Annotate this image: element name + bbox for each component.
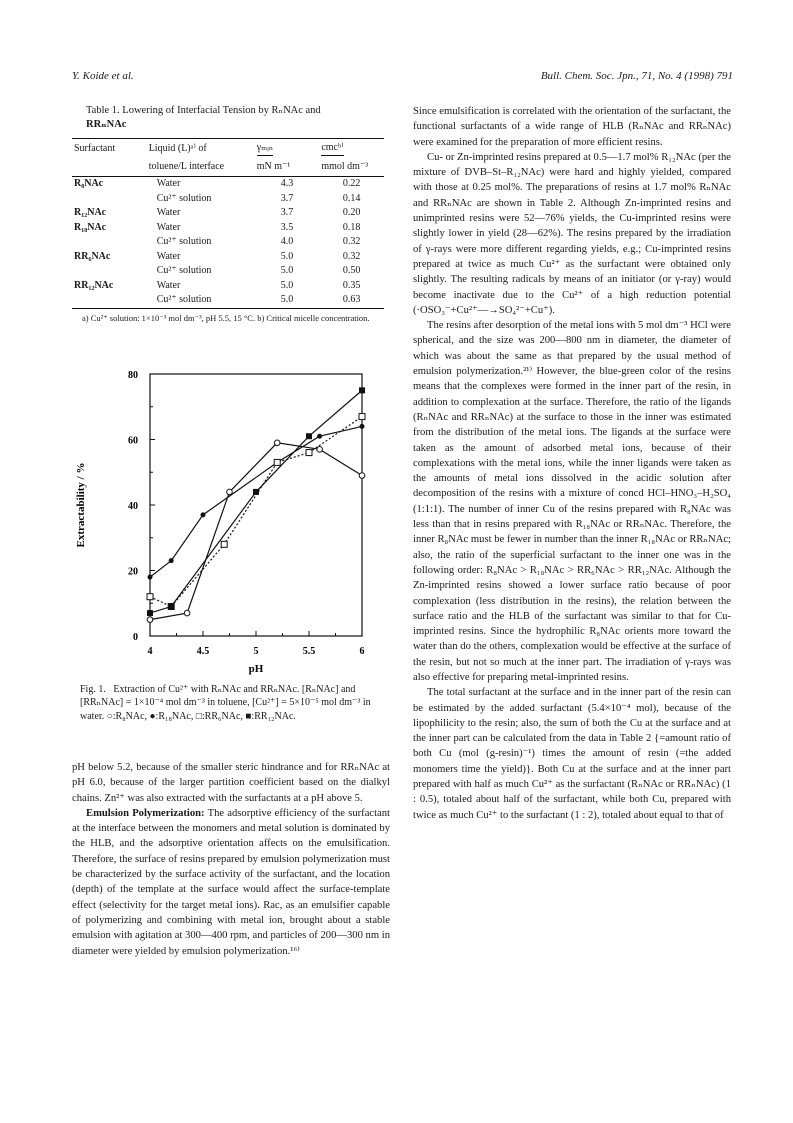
table-row: [72, 250, 384, 265]
cmc-cell: 0.35: [342, 279, 361, 291]
surfactant-cell: R₁₂NAc: [74, 207, 107, 218]
table-row: [72, 279, 384, 294]
liquid-cell: Water: [156, 207, 181, 218]
table-row: [72, 264, 384, 279]
cmc-cell: 0.32: [342, 236, 361, 247]
col-gamma-unit: mN m⁻¹: [255, 158, 320, 177]
liquid-cell: Cu²⁺ solution: [156, 265, 212, 276]
x-tick-label: 4.5: [196, 646, 210, 657]
col-gamma-label: γₘᵢₙ: [257, 141, 274, 156]
data-point: [168, 604, 174, 610]
surfactant-cell: [72, 293, 147, 308]
data-point: [274, 440, 280, 446]
y-tick-label: 80: [128, 370, 138, 381]
table-1-footnote: a) Cu²⁺ solution: 1×10⁻³ mol dm⁻³, pH 5.5, 15 °C. b) Critical micelle concentration.: [82, 312, 370, 323]
right-paragraph-4: The total surfactant at the surface and in the inner part of the resin can be estimated by the added surfactant (5.4×10⁻⁴ mol), because of the lipophilicity to the resin; also, the sum of both the Cu at the surface and at the inner part can be calculated from the data in Table 2 {=amount ratio of both Cu (mol (g-resin)⁻¹) times the amount of resin (=the added monomers time the yield)}. Both Cu at the surface and at the inner part prepared with half as much Cu²⁺ as the surfactant (RₙNAc or RRₙNAc) (1 : 0.5), totaled about half of the surfactant, while both Cu, prepared with twice as much Cu²⁺ to the surfactant (1 : 2), totaled about equal to that of: [413, 687, 731, 821]
col-gamma: [255, 139, 320, 159]
plot-frame: [150, 374, 362, 636]
table-1-caption: [72, 104, 392, 132]
running-header-journal: Bull. Chem. Soc. Jpn., 71, No. 4 (1998) 791: [540, 70, 733, 82]
data-point: [201, 512, 206, 517]
data-point: [148, 575, 153, 580]
data-point: [317, 447, 323, 453]
table-1-caption-tail: RRₙNAc: [86, 119, 127, 130]
table-1: [72, 138, 384, 309]
x-tick-label: 6: [359, 646, 365, 657]
left-column-body: [72, 760, 390, 959]
gamma-cell: 3.7: [280, 207, 294, 218]
col-liquid-sub: toluene/L interface: [147, 158, 255, 177]
liquid-cell: Cu²⁺ solution: [156, 294, 212, 305]
data-point: [147, 610, 153, 616]
data-point: [360, 424, 365, 429]
table-1-block: [72, 104, 392, 324]
data-point: [306, 450, 312, 456]
cmc-cell: 0.32: [342, 250, 361, 262]
liquid-cell: Cu²⁺ solution: [156, 236, 212, 247]
x-tick-label: 4: [147, 646, 153, 657]
x-tick-label: 5.5: [302, 646, 316, 657]
liquid-cell: Water: [156, 279, 181, 291]
gamma-cell: 5.0: [280, 250, 294, 262]
table-row: [72, 192, 384, 207]
table-row: [72, 293, 384, 308]
section-heading-emulsion: Emulsion Polymerization:: [86, 807, 205, 819]
liquid-cell: Water: [156, 250, 181, 262]
cmc-cell: 0.50: [342, 265, 361, 276]
left-paragraph-1: pH below 5.2, because of the smaller steric hindrance and for RRₙNAc at pH 6.0, because of the larger partition coefficient based on the dialkyl chains. Zn²⁺ was also extracted with the surfactants at a pH above 5.: [72, 762, 390, 804]
col-liquid: Liquid (L)ᵃ⁾ of: [148, 142, 207, 154]
left-paragraph-2: [72, 806, 390, 959]
col-surfactant: Surfactant: [74, 142, 116, 154]
right-paragraph-1: Since emulsification is correlated with the orientation of the surfactant, the functional surfactants of a wide range of HLB (RₙNAc and RRₙNAc) were examined for the preparation of more efficient resins.: [413, 106, 731, 148]
cmc-cell: 0.22: [342, 178, 361, 189]
data-point: [227, 489, 233, 495]
data-point: [317, 434, 322, 439]
y-tick-label: 20: [128, 566, 138, 578]
series-line: [150, 426, 362, 577]
liquid-cell: Cu²⁺ solution: [156, 192, 212, 204]
table-row: [72, 177, 384, 192]
gamma-cell: 3.5: [280, 221, 294, 233]
x-tick-label: 5: [253, 646, 259, 657]
liquid-cell: Water: [156, 178, 181, 189]
figure-1-label: Fig. 1.: [80, 684, 106, 695]
col-surfactant-sub: [72, 158, 147, 177]
data-point: [147, 594, 153, 600]
series-line: [150, 390, 362, 613]
surfactant-cell: [72, 235, 147, 250]
data-point: [184, 610, 190, 616]
surfactant-cell: R₁₈NAc: [74, 221, 107, 233]
cmc-cell: 0.20: [342, 207, 361, 218]
left-paragraph-2-text: The adsorptive efficiency of the surfactant at the interface between the monomers and metal solution is dominated by the HLB, and the adsorptive orientation affects on the emulsification. Therefore, the surface of resins prepared by emulsion polymerization must be characterized by the surface activity of the surfactant, and the location (depth) of the template at the surface would affect the surface-template effect (selectivity for the target metal ions). Rac, as an emulsifier capable of polymerizing and combining with metal ion, brought about a stable emulsion with agitation at 300—400 rpm, and particles of 200—300 nm in diameter were yielded by emulsion polymerization.¹⁶⁾: [72, 807, 390, 957]
gamma-cell: 4.0: [280, 236, 294, 247]
data-point: [221, 541, 227, 547]
data-point: [359, 473, 365, 479]
col-cmc-label: cmcᵇ⁾: [321, 141, 343, 156]
table-row: [72, 221, 384, 236]
y-tick-label: 0: [133, 632, 138, 643]
table-1-caption-text: Table 1. Lowering of Interfacial Tension by RₙNAc and: [86, 105, 321, 116]
col-cmc: [319, 139, 384, 159]
liquid-cell: Water: [156, 221, 181, 233]
right-column-body: [413, 104, 731, 823]
table-row: [72, 206, 384, 221]
table-1-body: [72, 177, 384, 309]
series-line: [150, 417, 362, 607]
y-axis-label: Extractability / %: [75, 462, 87, 548]
surfactant-cell: RR₁₂NAc: [74, 279, 114, 291]
data-point: [359, 387, 365, 393]
figure-1: [72, 368, 402, 675]
surfactant-cell: R₈NAc: [74, 178, 104, 189]
cmc-cell: 0.18: [342, 221, 361, 233]
right-paragraph-3: The resins after desorption of the metal ions with 5 mol dm⁻³ HCl were spherical, and the size was 200—800 nm in diameter, the diameter of which was about the same as that prepared by the usual method of emulsion polymerization.²¹⁾ However, the blue-green color of the resins means that the complexes were formed in the inner part of the resin, in addition to complexation at the surface. Therefore, the ratio of the ligands (RₙNAc and RRₙNAc) at the surface to those in the inner was estimated from the distribution of the metal ions. The ligands at the surface were taken as the amount of adsorbed metal ions, because of their complexations with the metal ions, while the inner ligands were taken as the amounts of metal ions dissolved in the acidic solution after decomposition of the resins with a mixture of concd HCl–HNO₃–H₂SO₄ (1:1:1). The number of inner Cu of the resins prepared with R₈NAc was less than that in resins prepared with R₁₈NAc or RRₙNAc. Therefore, the inner R₈NAc must be fewer in number than the inner R₁₈NAc or RRₙNAc; also, the ratio of the superficial surfactant to the inner one was in the following order: R₈NAc > R₁₈NAc > RR₆NAc > RR₁₂NAc. Although the Zn-imprinted resins showed a lower surface ratio because of poor complexation (less distribution in the resins), the relation between the surface ratio and the HLB of the surfactant was similar to that for Cu-imprinted resins. Since the hydrophilic R₈NAc orients more toward the water than do the others, complexation would be effective at the surface of the resin, but not so much at the inner part. The irradiation of γ-rays was also effective for preparing metal-imprinted resins.: [413, 320, 731, 683]
surfactant-cell: [72, 192, 147, 207]
table-row: [72, 235, 384, 250]
data-point: [147, 617, 153, 623]
gamma-cell: 5.0: [280, 294, 294, 305]
data-point: [253, 489, 259, 495]
extractability-chart: [72, 368, 402, 675]
gamma-cell: 3.7: [280, 192, 294, 204]
right-paragraph-2: Cu- or Zn-imprinted resins prepared at 0.5—1.7 mol% R₁₂NAc (per the mixture of DVB–St–R₁₂NAc) were hard and highly yielded, compared with those at 0.25 mol%. The preparations of resins at 1.7 mol% RₙNAc and RRₙNAc are shown in Table 2. Although Zn-imprinted resins and unimprinted resins were 52—76% yields, the Cu-imprinted resins were slightly lower in yield (28—62%). The resins prepared by the irradiation of γ-rays were more different regarding yields, e.g.; Cu-imprinted resins prepared at twice as much Cu²⁺ as the surfactant were obtained only slightly. The resulting radicals by means of an initiator (or γ-ray) would become inactivate due to the Cu²⁺ of a high reduction potential (·OSO₃⁻+Cu²⁺—→SO₄²⁻+Cu⁺).: [413, 151, 731, 316]
data-point: [359, 414, 365, 420]
cmc-cell: 0.14: [342, 192, 361, 204]
gamma-cell: 5.0: [280, 279, 294, 291]
surfactant-cell: RR₆NAc: [74, 250, 111, 262]
gamma-cell: 4.3: [280, 178, 294, 189]
figure-1-caption: [80, 683, 380, 723]
figure-1-caption-text: Extraction of Cu²⁺ with RₙNAc and RRₙNAc. [RₙNAc] and [RRₙNAc] = 1×10⁻⁴ mol dm⁻³ in toluene, [Cu²⁺] = 5×10⁻⁵ mol dm⁻³ in water. ○:R₈NAc, ●:R₁₈NAc, □:RR₆NAc, ■:RR₁₂NAc.: [80, 684, 371, 722]
surfactant-cell: [72, 264, 147, 279]
data-point: [306, 433, 312, 439]
data-point: [274, 459, 280, 465]
y-tick-label: 60: [128, 435, 138, 447]
cmc-cell: 0.63: [342, 294, 361, 305]
y-tick-label: 40: [128, 501, 138, 512]
running-header-authors: Y. Koide et al.: [72, 70, 134, 82]
x-axis-label: pH: [248, 663, 264, 675]
col-cmc-unit: mmol dm⁻³: [319, 158, 384, 177]
gamma-cell: 5.0: [280, 265, 294, 276]
data-point: [169, 558, 174, 563]
